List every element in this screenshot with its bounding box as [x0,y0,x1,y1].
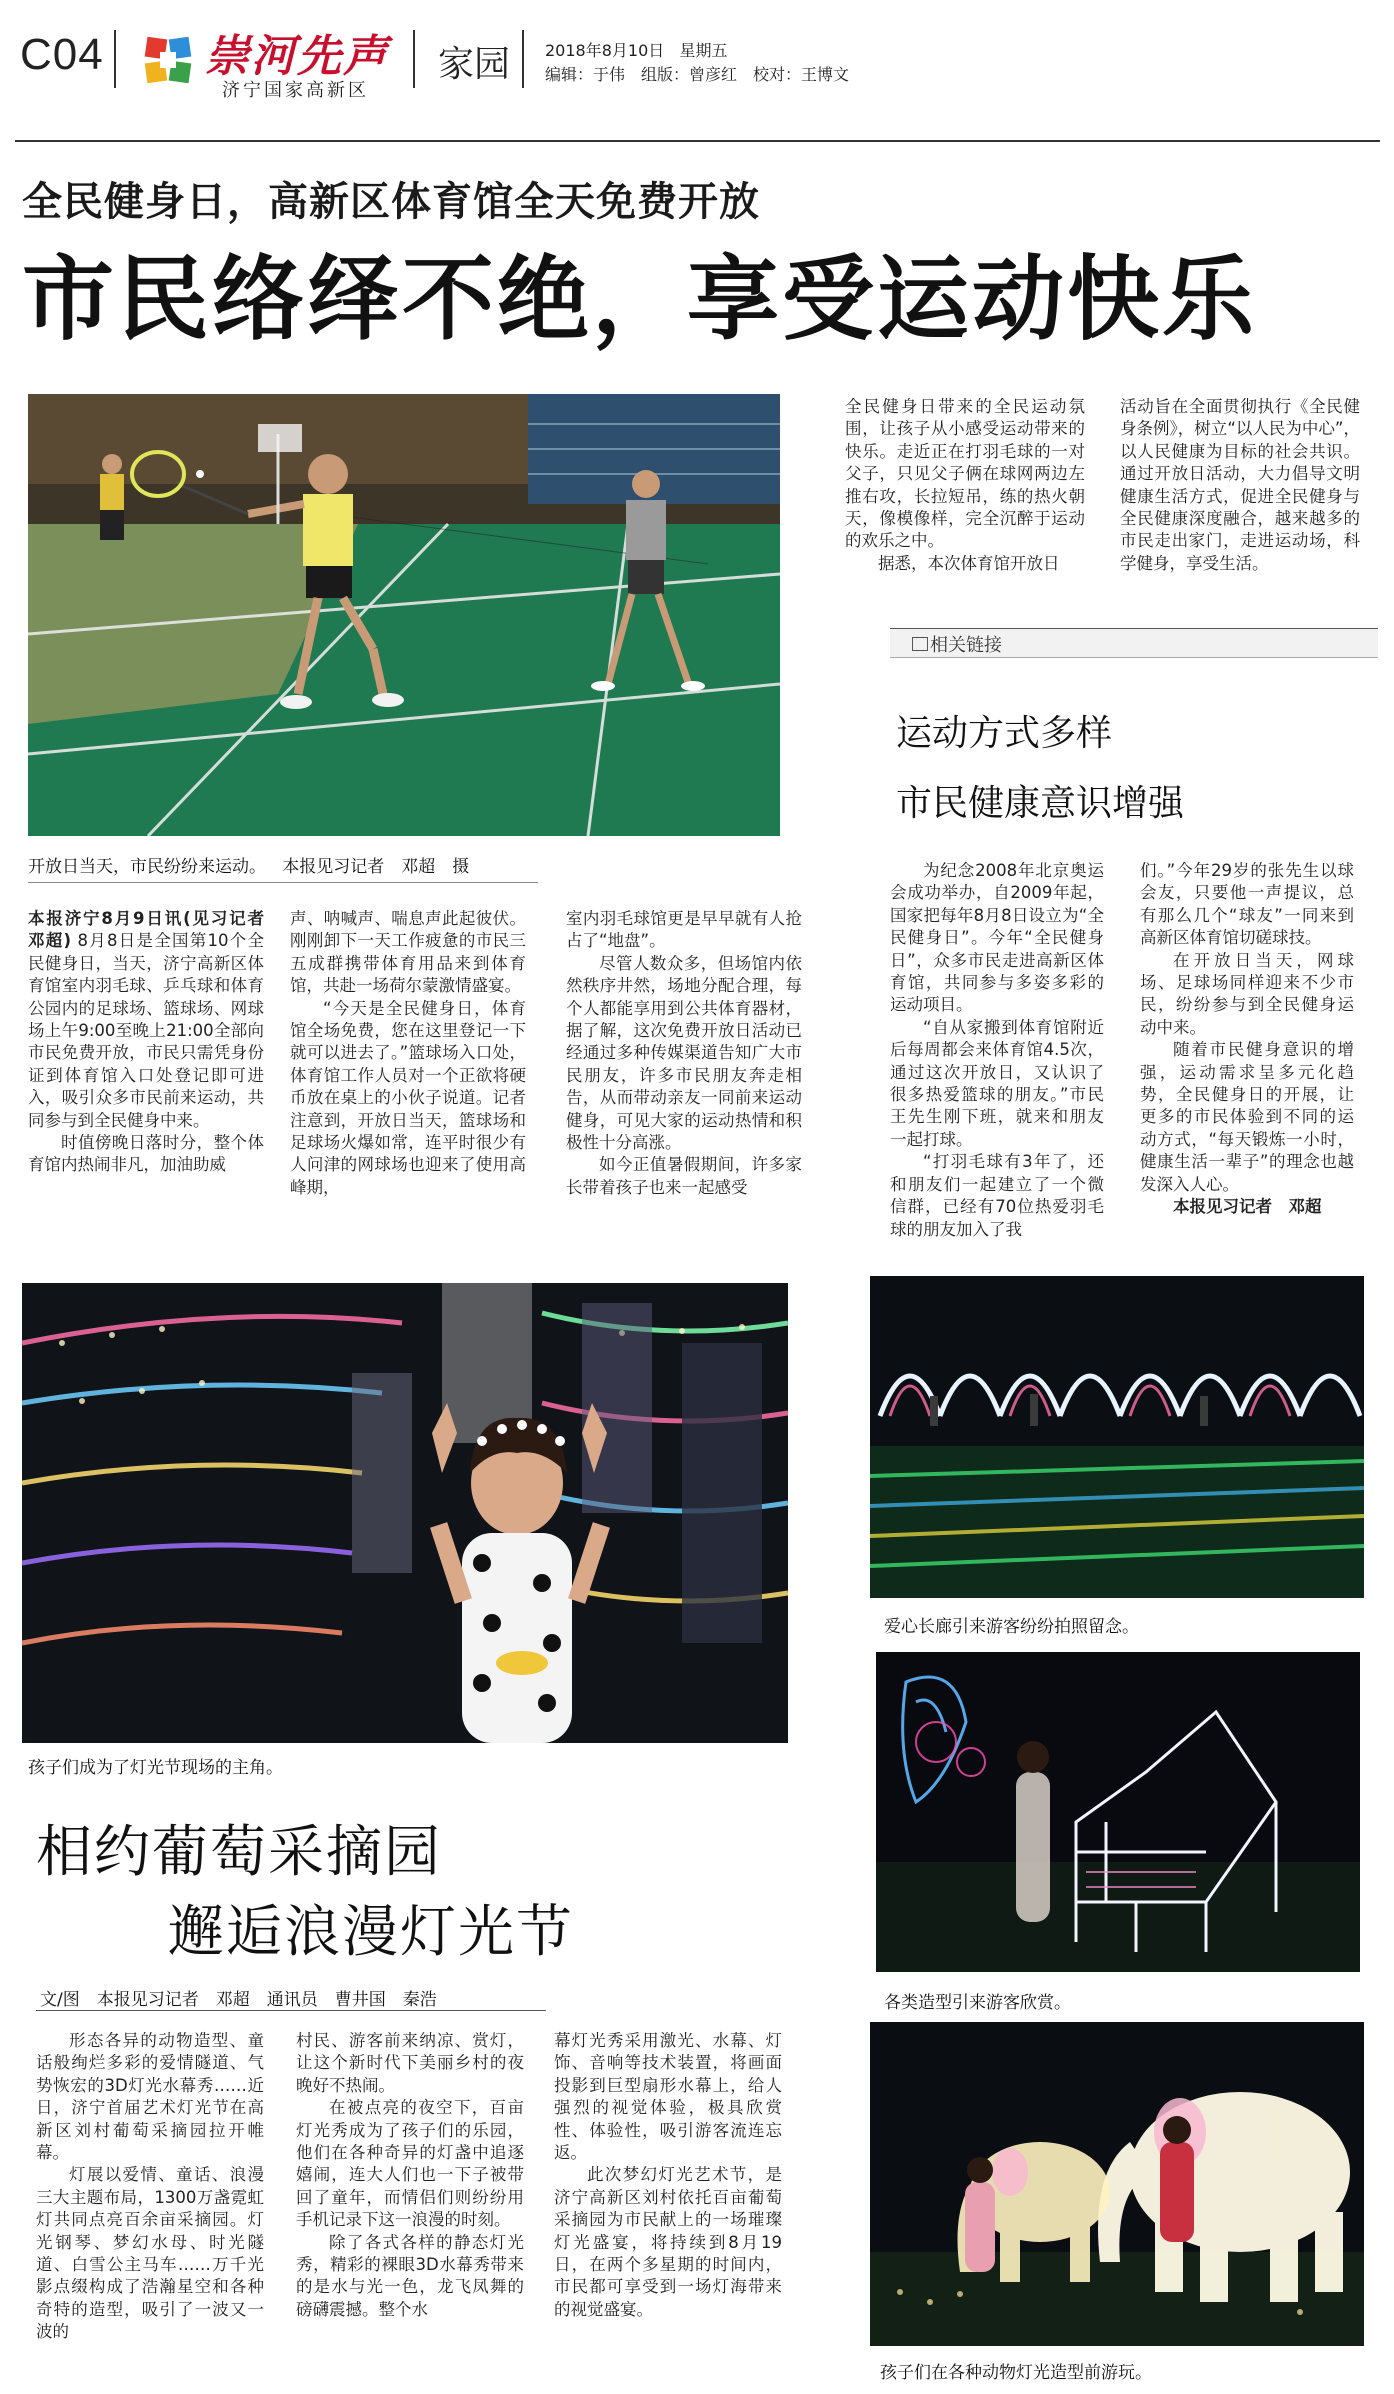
light-headline-2: 邂逅浪漫灯光节 [168,1900,574,1965]
light-col-1 [36,2030,264,2344]
lead-photo-caption [28,852,469,877]
light-byline: 文/图 本报见习记者 邓超 通讯员 曹井国 秦浩 [40,1990,437,2010]
header-divider-2 [413,30,415,88]
date-text: 2018年8月10日 [545,41,665,60]
caption-rule [28,882,538,883]
sidebar-col-2-para-2: 随着市民健身意识的增强，运动需求呈多元化趋势，全民健身日的开展，让更多的市民体验到不同的运动方式，“每天锻炼一小时，健康生活一辈子”的理念也越发深入人心。 [1140,1040,1354,1194]
header-divider [114,30,116,88]
light-col-2-para-2: 除了各式各样的静态灯光秀，精彩的裸眼3D水幕秀带来的是水与光一色，龙飞凤舞的磅礴震撼。整个水 [296,2232,524,2319]
lead-col-1-para-1: 时值傍晚日落时分，整个体育馆内热闹非凡，加油助威 [28,1133,264,1175]
light-col-3 [554,2030,782,2321]
lead-col-2-para-1: “今天是全民健身日，体育馆全场免费，您在这里登记一下就可以进去了。”篮球场入口处，体育馆工作人员对一个正欲将硬币放在桌上的小伙子说道。记者注意到，开放日当天，篮球场和足球场火爆如常，连平时很少有人问津的网球场也迎来了使用高峰期， [290,998,526,1197]
lead-col-4-para-0: 全民健身日带来的全民运动氛围，让孩子从小感受运动带来的快乐。走近正在打羽毛球的一对父子，只见父子俩在球网两边左推右攻，长拉短吊，练的热火朝天，像模像样，完全沉醉于运动的欢乐之中。 [845,397,1085,551]
lead-col-3-para-2: 如今正值暑假期间，许多家长带着孩子也来一起感受 [566,1155,802,1197]
sidebar-col-1-para-1: “自从家搬到体育馆附近后每周都会来体育馆4.5次，通过这次开放日，又认识了很多热爱篮球的朋友。”市民王先生刚下班，就来和朋友一起打球。 [890,1017,1104,1149]
sidebar-col-1-para-0: 为纪念2008年北京奥运会成功举办，自2009年起，国家把每年8月8日设立为“全民健身日”。今年“全民健身日”，众多市民走进高新区体育馆，共同参与多姿多彩的运动项目。 [890,861,1104,1015]
lead-col-3 [566,908,802,1199]
lead-col-1 [28,908,281,1177]
light-headline-1: 相约葡萄采摘园 [36,1820,442,1885]
lead-headline: 市民络绎不绝，享受运动快乐 [22,246,1258,353]
paper-subtitle: 济宁国家高新区 [222,80,369,101]
arches-photo [870,1276,1364,1598]
related-link-label: 相关链接 [930,635,1002,656]
lead-col-2 [290,908,526,1199]
light-col-3-para-0: 幕灯光秀采用激光、水幕、灯饰、音响等技术装置，将画面投影到巨型扇形水幕上，给人强烈的视觉体验，极具欣赏性、体验性，吸引游客流连忘返。 [554,2031,782,2163]
lead-col-2-para-0: 声、呐喊声、喘息声此起彼伏。刚刚卸下一天工作疲惫的市民三五成群携带体育用品来到体育馆，共赴一场荷尔蒙激情盛宴。 [290,909,526,996]
piano-photo [876,1652,1360,1972]
arches-caption: 爱心长廊引来游客纷纷拍照留念。 [884,1617,1139,1637]
light-col-1-para-0: 形态各异的动物造型、童话般绚烂多彩的爱情隧道、气势恢宏的3D灯光水幕秀……近日，济宁首届艺术灯光节在高新区刘村葡萄采摘园拉开帷幕。 [36,2031,264,2163]
sidebar-col-1 [890,860,1104,1241]
paper-name: 崇河先声 [205,31,389,82]
sidebar-col-2-para-0: 们。”今年29岁的张先生以球会友，只要他一声提议，总有那么几个“球友”一同来到高新区体育馆切磋球技。 [1140,861,1354,948]
lead-col-3-para-1: 尽管人数众多，但场馆内依然秩序井然，场地分配合理，每个人都能享用到公共体育器材，据了解，这次免费开放日活动已经通过多种传媒渠道告知广大市民朋友，许多市民朋友奔走相告，从而带动亲友一同前来运动健身，可见大家的运动热情和积极性十分高涨。 [566,953,802,1153]
lead-col-4 [845,396,1085,575]
section-name: 家园 [438,44,511,85]
lead-col-5 [1120,396,1360,575]
lead-col-1-para-0 [28,908,281,1132]
header-divider-3 [522,30,524,88]
sidebar-title-2: 市民健康意识增强 [896,783,1185,824]
sidebar-title-1: 运动方式多样 [896,713,1113,754]
badminton-photo [28,394,780,836]
weekday-text: 星期五 [679,41,728,60]
elephants-caption: 孩子们在各种动物灯光造型前游玩。 [880,2363,1152,2383]
sidebar-col-2-para-1: 在开放日当天，网球场、足球场同样迎来不少市民，纷纷参与到全民健身运动中来。 [1140,950,1354,1037]
sidebar-byline: 本报见习记者 邓超 [1173,1197,1322,1217]
elephants-photo [870,2022,1364,2346]
page-number: C04 [20,30,104,79]
lead-col-3-para-0: 室内羽毛球馆更是早早就有人抢占了“地盘”。 [566,909,802,951]
light-col-2-para-1: 在被点亮的夜空下，百亩灯光秀成为了孩子们的乐园，他们在各种奇异的灯盏中追逐嬉闹，连大人们也一下子被带回了童年，而情侣们则纷纷用手机记录下这一浪漫的时刻。 [296,2098,524,2230]
sidebar-col-2 [1140,860,1354,1219]
issue-date [545,38,728,61]
light-col-1-para-1: 灯展以爱情、童话、浪漫三大主题布局，1300万盏霓虹灯共同点亮百余亩采摘园。灯光钢琴、梦幻水母、时光隧道、白雪公主马车……万千光影点缀构成了浩瀚星空和各种奇特的造型，吸引了一波又一波的 [36,2165,264,2342]
light-col-3-para-1: 此次梦幻灯光艺术节，是济宁高新区刘村依托百亩葡萄采摘园为市民献上的一场璀璨灯光盛宴，将持续到8月19日，在两个多星期的时间内，市民都可享受到一场灯海带来的视觉盛宴。 [554,2165,782,2319]
logo-mark-icon [140,32,196,88]
child-lights-photo [22,1283,788,1743]
lead-kicker: 全民健身日，高新区体育馆全天免费开放 [22,179,760,225]
lead-dateline: 本报济宁8月9日讯(见习记者 邓超) [28,909,281,951]
lead-caption-text: 开放日当天，市民纷纷来运动。 [28,857,266,877]
related-link-box [890,628,1378,658]
link-box-icon [912,637,928,651]
light-col-2 [296,2030,524,2321]
masthead-rule [15,140,1380,142]
child-photo-caption: 孩子们成为了灯光节现场的主角。 [28,1758,283,1778]
lead-col-5-para-0: 活动旨在全面贯彻执行《全民健身条例》，树立“以人民为中心”，以人民健康为目标的社会共识。通过开放日活动，大力倡导文明健康生活方式，促进全民健身与全民健康深度融合，越来越多的市民走出家门，走进运动场，科学健身，享受生活。 [1120,397,1360,573]
sidebar-col-1-para-2: “打羽毛球有3年了，还和朋友们一起建立了一个微信群，已经有70位热爱羽毛球的朋友加入了我 [890,1152,1104,1239]
lead-caption-credit: 本报见习记者 邓超 摄 [282,857,470,877]
lead-col-4-para-1: 据悉，本次体育馆开放日 [878,553,1060,573]
lead-col-1-text-0: 8月8日是全国第10个全民健身日，当天，济宁高新区体育馆室内羽毛球、乒乓球和体育公园内的足球场、篮球场、网球场上午9:00至晚上21:00全部向市民免费开放，市民只需凭身份证到体育馆入口处登记即可进入，吸引众多市民前来运动，共同参与到全民健身中来。 [28,931,265,1130]
paper-logo [140,32,196,88]
editor-credits: 编辑：于伟 组版：曾彦红 校对：王博文 [545,65,850,84]
light-col-2-para-0: 村民、游客前来纳凉、赏灯，让这个新时代下美丽乡村的夜晚好不热闹。 [296,2031,524,2095]
byline-rule [36,2010,546,2011]
piano-caption: 各类造型引来游客欣赏。 [884,1993,1071,2013]
